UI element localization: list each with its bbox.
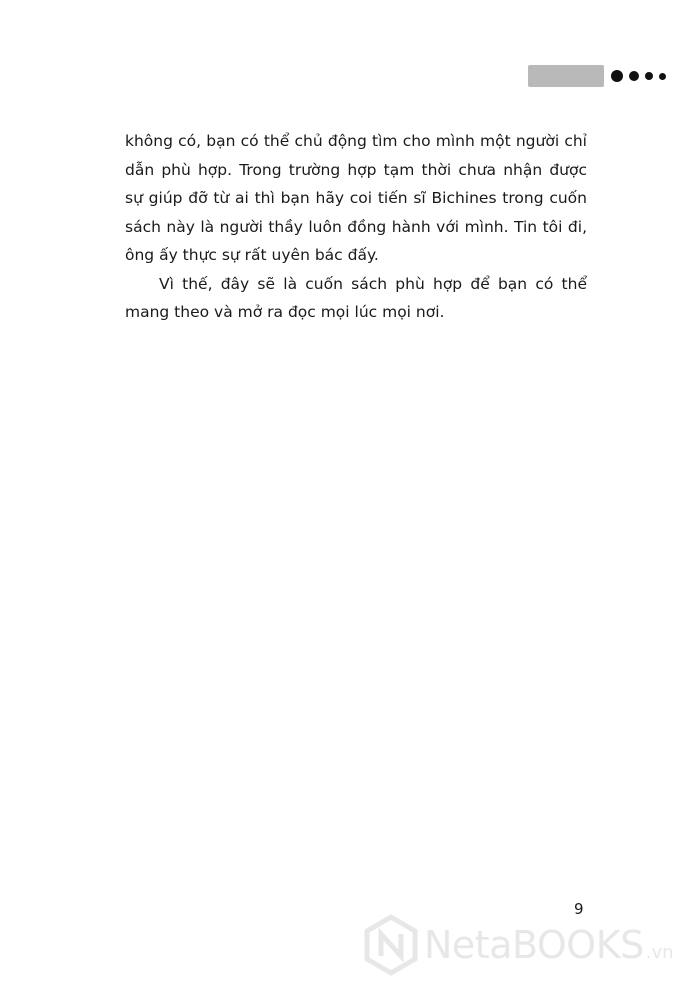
header-bar — [528, 65, 604, 87]
header-dot — [629, 71, 639, 81]
paragraph-continued: không có, bạn có thể chủ động tìm cho mình một người chỉ dẫn phù hợp. Trong trường hợp tạm thời chưa nhận được sự giúp đỡ từ ai thì bạn hãy coi tiến sĩ Bichines trong cuốn sách này là người thầy luôn đồng hành với mình. Tin tôi đi, ông ấy thực sự rất uyên bác đấy. — [125, 132, 587, 264]
watermark-brand: NetaBOOKS — [424, 923, 644, 967]
header-dot — [659, 73, 666, 80]
netabooks-logo-icon — [364, 914, 418, 976]
watermark — [364, 914, 674, 976]
watermark-suffix: .vn — [645, 941, 674, 963]
header-decoration — [528, 65, 672, 87]
page-body — [125, 127, 587, 327]
paragraph: Vì thế, đây sẽ là cuốn sách phù hợp để bạn có thể mang theo và mở ra đọc mọi lúc mọi nơi. — [125, 274, 587, 321]
page-number: 9 — [574, 900, 584, 918]
header-dot — [645, 72, 653, 80]
header-dot — [611, 70, 623, 82]
